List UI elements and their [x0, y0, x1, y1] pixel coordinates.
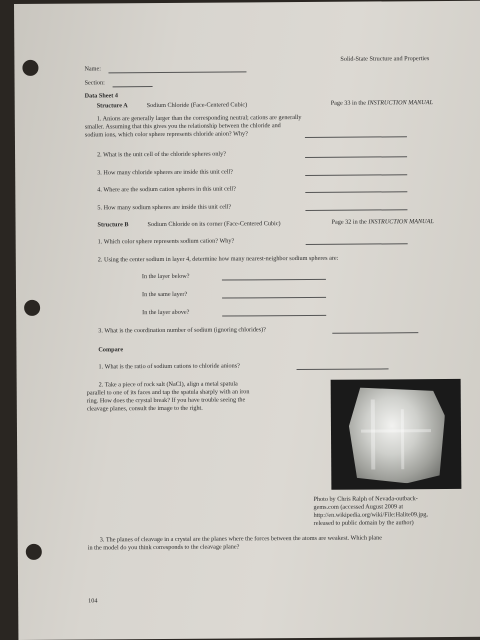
structure-b-subtitle: Sodium Chloride on its corner (Face-Centered Cubic) [147, 220, 281, 229]
worksheet-page [14, 1, 480, 640]
structure-a-subtitle: Sodium Chloride (Face-Centered Cubic) [146, 101, 248, 110]
answer-line-a2[interactable] [305, 156, 407, 158]
structure-b-heading: Structure B [97, 221, 129, 229]
section-label: Section: [84, 79, 105, 87]
structure-b-page-ref: Page 32 in the INSTRUCTION MANUAL [331, 218, 434, 226]
question-c3: 3. The planes of cleavage in a crystal are the planes where the forces between the atoms are weakest. Which plane [99, 534, 382, 544]
name-label: Name: [84, 65, 101, 73]
rock-salt-crystal [349, 387, 446, 484]
answer-line-a1[interactable] [305, 136, 407, 138]
question-a5: 5. How many sodium spheres are inside this unit cell? [97, 203, 232, 212]
photo-caption: gems.com (accessed August 2009 at [313, 503, 404, 511]
question-a1: 1. Anions are generally larger than the corresponding neutral; cations are generally [96, 113, 302, 123]
cleavage-stripe [361, 429, 431, 432]
question-a2: 2. What is the unit cell of the chloride spheres only? [97, 150, 227, 159]
cleavage-stripe [371, 399, 375, 469]
section-field[interactable] [113, 86, 153, 87]
page-header-title: Solid-State Structure and Properties [340, 55, 430, 63]
answer-line-a4[interactable] [305, 191, 407, 193]
answer-line-a5[interactable] [305, 209, 407, 211]
name-field[interactable] [108, 71, 246, 73]
question-c2-cont: parallel to one of its faces and tap the spatula sharply with an iron [86, 388, 250, 397]
answer-line-layer-above[interactable] [222, 315, 326, 317]
question-b1: 1. Which color sphere represents sodium cation? Why? [97, 237, 235, 246]
halite-crystal-photo [331, 379, 462, 490]
answer-line-same-layer[interactable] [222, 297, 326, 299]
question-a3: 3. How many chloride spheres are inside this unit cell? [97, 168, 233, 177]
answer-line-layer-below[interactable] [222, 279, 326, 281]
photo-caption: http://en.wikipedia.org/wiki/File:Halite09.jpg, [313, 511, 428, 519]
data-sheet-title: Data Sheet 4 [84, 92, 119, 100]
answer-line-b1[interactable] [306, 243, 408, 245]
question-a4: 4. Where are the sodium cation spheres in this unit cell? [97, 185, 236, 194]
structure-a-heading: Structure A [96, 102, 128, 110]
question-a1-cont: sodium ions, which color sphere represents chloride anion? Why? [84, 130, 248, 139]
question-c3-cont: in the model do you think corresponds to the cleavage plane? [87, 543, 240, 552]
binder-hole [24, 300, 40, 316]
answer-line-c1[interactable] [297, 368, 389, 370]
question-a1-cont: smaller. Assuming that this gives you the relationship between the chloride and [84, 122, 281, 131]
compare-heading: Compare [98, 346, 124, 354]
structure-a-page-ref: Page 33 in the INSTRUCTION MANUAL [330, 99, 434, 107]
page-number: 104 [88, 597, 98, 605]
photo-caption: Photo by Chris Ralph of Nevada-outback- [313, 495, 418, 503]
question-c2-cont: cleavage planes, consult the image to the right. [86, 404, 203, 413]
question-c2: 2. Take a piece of rock salt (NaCl), align a metal spatula [98, 380, 238, 389]
binder-hole [22, 60, 38, 76]
question-b2: 2. Using the center sodium in layer 4, determine how many nearest-neighbor sodium spheres are: [97, 254, 339, 264]
question-b3: 3. What is the coordination number of sodium (ignoring chlorides)? [98, 326, 266, 335]
answer-line-b3[interactable] [332, 332, 418, 334]
answer-line-a3[interactable] [305, 174, 407, 176]
question-c1: 1. What is the ratio of sodium cations to chloride anions? [98, 362, 240, 371]
photo-caption: released to public domain by the author) [313, 519, 414, 527]
binder-hole [26, 544, 42, 560]
cleavage-stripe [401, 409, 404, 469]
layer-below-label: In the layer below? [141, 272, 190, 281]
same-layer-label: In the same layer? [142, 290, 188, 299]
question-c2-cont: ring. How does the crystal break? If you have trouble seeing the [86, 396, 246, 405]
layer-above-label: In the layer above? [142, 308, 190, 317]
